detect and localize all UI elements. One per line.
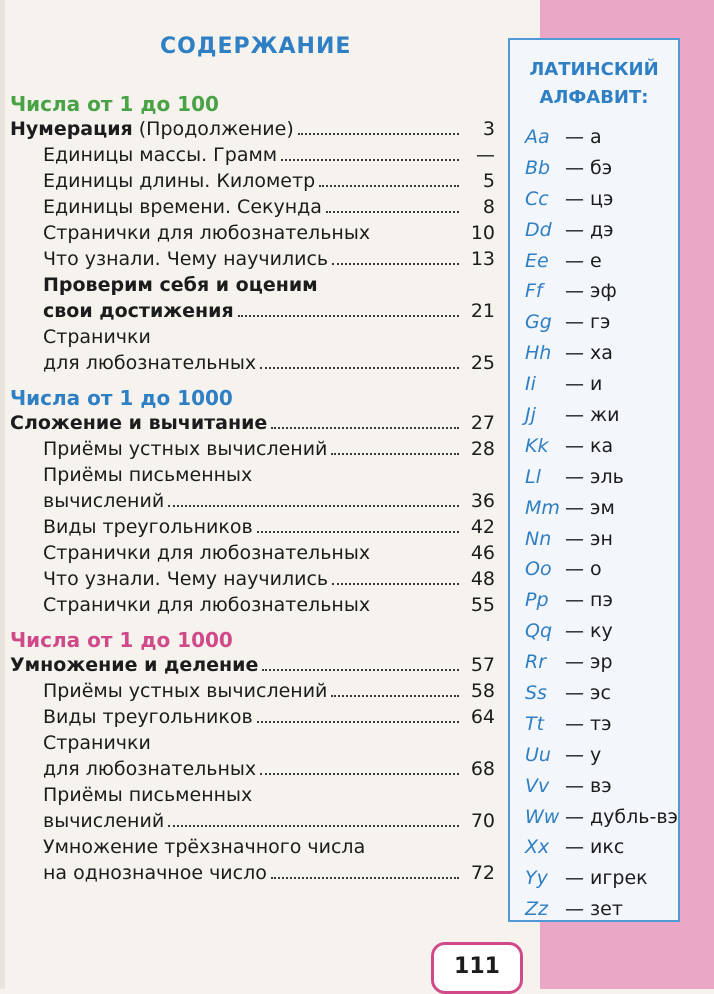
toc-entry-title: Что узнали. Чему научились xyxy=(43,248,329,270)
leader-dots xyxy=(319,184,459,187)
latin-letter: Qq xyxy=(525,620,553,643)
toc-page-number: 27 xyxy=(470,412,495,434)
toc-entry-title: Приёмы письменных xyxy=(43,784,253,806)
letter-name: эль xyxy=(590,465,624,488)
toc-page-number: 25 xyxy=(470,352,495,374)
latin-letter: Ii xyxy=(525,373,536,396)
letter-name: ка xyxy=(590,434,614,457)
dash: — xyxy=(565,218,584,241)
latin-letter: Nn xyxy=(525,527,552,550)
toc-entry-title: Единицы массы. Грамм xyxy=(43,144,278,166)
toc-entry[interactable] xyxy=(10,220,495,246)
letter-name: о xyxy=(590,558,602,581)
toc-entry-title: Нумерация xyxy=(10,118,133,140)
leader-dots xyxy=(168,824,459,827)
toc-entry-title: Странички xyxy=(43,732,151,754)
toc-page-number: 5 xyxy=(482,170,495,192)
toc-entry[interactable] xyxy=(10,142,495,168)
alphabet-letter-row xyxy=(525,184,678,215)
toc-page-number: 57 xyxy=(470,654,495,676)
dash: — xyxy=(565,558,584,581)
latin-letter: Ee xyxy=(525,249,549,272)
alphabet-letter-row xyxy=(525,678,678,709)
alphabet-letter-row xyxy=(525,276,678,307)
letter-name: эм xyxy=(590,496,615,519)
letter-name: вэ xyxy=(590,774,612,797)
latin-letter: Tt xyxy=(525,712,545,735)
dash: — xyxy=(565,774,584,797)
alphabet-title: ЛАТИНСКИЙ АЛФАВИТ: xyxy=(529,59,659,108)
toc-entry[interactable] xyxy=(10,782,495,808)
toc-entry[interactable] xyxy=(10,834,495,860)
leader-dots xyxy=(260,366,459,369)
toc-page-number: 10 xyxy=(470,222,495,244)
letter-name: бэ xyxy=(590,156,613,179)
toc-entry[interactable] xyxy=(10,566,495,592)
leader-dots xyxy=(262,668,459,671)
alphabet-letter-row xyxy=(525,616,678,647)
dash: — xyxy=(565,249,584,272)
leader-dots xyxy=(298,132,459,135)
toc-entry[interactable] xyxy=(10,514,495,540)
dash: — xyxy=(565,805,584,828)
latin-letter: Bb xyxy=(525,156,551,179)
dash: — xyxy=(565,434,584,457)
page-edge xyxy=(0,0,5,989)
latin-letter: Jj xyxy=(525,404,536,427)
toc-entry-title: Странички xyxy=(43,326,151,348)
latin-alphabet-box xyxy=(508,38,680,922)
toc-page-number: 48 xyxy=(470,568,495,590)
latin-letter: Ww xyxy=(525,805,560,828)
letter-name: гэ xyxy=(590,311,611,334)
dash: — xyxy=(565,187,584,210)
letter-name: а xyxy=(590,126,602,148)
toc-entry-title: Виды треугольников xyxy=(43,516,253,538)
toc-page-number: 46 xyxy=(470,542,495,564)
letter-name: игрек xyxy=(590,867,648,890)
toc-entry-title: Странички для любознательных xyxy=(43,222,371,244)
toc-entry[interactable] xyxy=(10,756,495,782)
toc-entry-title: Странички для любознательных xyxy=(43,542,371,564)
latin-letter: Xx xyxy=(525,836,550,859)
section-heading: Числа от 1 до 1000 xyxy=(10,628,233,652)
letter-name: пэ xyxy=(590,589,613,612)
alphabet-letter-row xyxy=(525,863,678,894)
leader-dots xyxy=(326,210,459,213)
toc-page-number: 13 xyxy=(470,248,495,270)
leader-dots xyxy=(238,314,459,317)
section-heading: Числа от 1 до 100 xyxy=(10,92,219,116)
toc-page-number: 28 xyxy=(470,438,495,460)
toc-entry-title: на однозначное число xyxy=(43,862,267,884)
toc-entry[interactable] xyxy=(10,116,495,142)
alphabet-list xyxy=(510,122,678,925)
toc-page-number: 72 xyxy=(470,862,495,884)
toc-page-number: 64 xyxy=(470,706,495,728)
dash: — xyxy=(565,743,584,766)
dash: — xyxy=(565,342,584,365)
latin-letter: Gg xyxy=(525,311,552,334)
toc-entry-title: для любознательных xyxy=(43,758,257,780)
toc-page-number: 68 xyxy=(470,758,495,780)
leader-dots xyxy=(331,694,459,697)
toc-page-number: 55 xyxy=(470,594,495,616)
alphabet-letter-row xyxy=(525,462,678,493)
letter-name: у xyxy=(590,743,602,766)
letter-name: и xyxy=(590,373,603,396)
toc-page-number: 3 xyxy=(482,118,495,140)
letter-name: тэ xyxy=(590,712,612,735)
toc-entry[interactable] xyxy=(10,194,495,220)
toc-entry[interactable] xyxy=(10,410,495,436)
dash: — xyxy=(565,527,584,550)
leader-dots xyxy=(271,426,459,429)
toc-entry-title: Что узнали. Чему научились xyxy=(43,568,329,590)
alphabet-letter-row xyxy=(525,431,678,462)
latin-letter: Kk xyxy=(525,434,549,457)
leader-dots xyxy=(332,582,459,585)
letter-name: ку xyxy=(590,620,613,643)
latin-letter: Dd xyxy=(525,218,552,241)
leader-dots xyxy=(257,720,459,723)
latin-letter: Uu xyxy=(525,743,551,766)
page-number-badge xyxy=(431,942,523,994)
toc-entry[interactable] xyxy=(10,298,495,324)
toc-entry-title: вычислений xyxy=(43,490,165,512)
dash: — xyxy=(565,898,584,921)
latin-letter: Aa xyxy=(525,126,550,148)
letter-name: ха xyxy=(590,342,613,365)
letter-name: дубль-вэ xyxy=(590,805,678,828)
letter-name: эс xyxy=(590,682,611,705)
toc-page-number: 21 xyxy=(470,300,495,322)
toc-entry-title: Приёмы устных вычислений xyxy=(43,438,328,460)
dash: — xyxy=(565,712,584,735)
toc-page-number: 58 xyxy=(470,680,495,702)
dash: — xyxy=(565,496,584,519)
toc-entry-title: свои достижения xyxy=(43,300,234,322)
leader-dots xyxy=(271,876,459,879)
alphabet-letter-row xyxy=(525,307,678,338)
toc-entry-title: Проверим себя и оценим xyxy=(43,274,318,296)
letter-name: жи xyxy=(590,404,620,427)
latin-letter: Ll xyxy=(525,465,541,488)
toc-page-number: 70 xyxy=(470,810,495,832)
leader-dots xyxy=(260,772,459,775)
alphabet-letter-row xyxy=(525,894,678,925)
toc-entry-title: Виды треугольников xyxy=(43,706,253,728)
latin-letter: Ss xyxy=(525,682,547,705)
alphabet-letter-row xyxy=(525,246,678,277)
alphabet-letter-row xyxy=(525,524,678,555)
dash: — xyxy=(565,373,584,396)
toc-entry-title: вычислений xyxy=(43,810,165,832)
latin-letter: Mm xyxy=(525,496,560,519)
dash: — xyxy=(565,867,584,890)
letter-name: дэ xyxy=(590,218,614,241)
toc-page-number: 42 xyxy=(470,516,495,538)
latin-letter: Rr xyxy=(525,651,547,674)
letter-name: цэ xyxy=(590,187,614,210)
page-number: 111 xyxy=(454,954,500,979)
toc-entry-note: (Продолжение) xyxy=(132,118,294,140)
toc-entry[interactable] xyxy=(10,678,495,704)
alphabet-letter-row xyxy=(525,740,678,771)
dash: — xyxy=(565,465,584,488)
letter-name: эн xyxy=(590,527,613,550)
toc-entry[interactable] xyxy=(10,730,495,756)
alphabet-letter-row xyxy=(525,802,678,833)
toc-entry-title: Странички для любознательных xyxy=(43,594,371,616)
page-title: СОДЕРЖАНИЕ xyxy=(160,34,352,59)
toc-entry[interactable] xyxy=(10,272,495,298)
alphabet-letter-row xyxy=(525,832,678,863)
toc-entry-title: Приёмы устных вычислений xyxy=(43,680,328,702)
latin-letter: Hh xyxy=(525,342,552,365)
alphabet-letter-row xyxy=(525,215,678,246)
toc-entry[interactable] xyxy=(10,246,495,272)
letter-name: е xyxy=(590,249,602,272)
latin-letter: Yy xyxy=(525,867,548,890)
toc-entry-title: Сложение и вычитание xyxy=(10,412,268,434)
toc-entry-title: Умножение трёхзначного числа xyxy=(43,836,366,858)
alphabet-letter-row xyxy=(525,493,678,524)
latin-letter: Zz xyxy=(525,898,548,921)
alphabet-letter-row xyxy=(525,554,678,585)
toc-page-number: — xyxy=(476,144,495,166)
alphabet-letter-row xyxy=(525,771,678,802)
toc-entry-title: Приёмы письменных xyxy=(43,464,253,486)
dash: — xyxy=(565,404,584,427)
leader-dots xyxy=(257,530,459,533)
toc-entry-title: Умножение и деление xyxy=(10,654,259,676)
latin-letter: Cc xyxy=(525,187,549,210)
toc-entry-title: Единицы длины. Километр xyxy=(43,170,316,192)
toc-entry[interactable] xyxy=(10,808,495,834)
dash: — xyxy=(565,836,584,859)
section-heading: Числа от 1 до 1000 xyxy=(10,386,233,410)
toc-entry[interactable] xyxy=(10,436,495,462)
alphabet-letter-row xyxy=(525,153,678,184)
toc-page-number: 36 xyxy=(470,490,495,512)
dash: — xyxy=(565,682,584,705)
dash: — xyxy=(565,589,584,612)
dash: — xyxy=(565,620,584,643)
leader-dots xyxy=(331,452,459,455)
alphabet-letter-row xyxy=(525,338,678,369)
dash: — xyxy=(565,156,584,179)
alphabet-letter-row xyxy=(525,709,678,740)
alphabet-letter-row xyxy=(525,647,678,678)
toc-entry-title: для любознательных xyxy=(43,352,257,374)
toc-entry[interactable] xyxy=(10,704,495,730)
letter-name: эр xyxy=(590,651,613,674)
alphabet-letter-row xyxy=(525,122,678,153)
leader-dots xyxy=(332,262,459,265)
dash: — xyxy=(565,280,584,303)
toc-entry[interactable] xyxy=(10,652,495,678)
latin-letter: Oo xyxy=(525,558,552,581)
toc-entry[interactable] xyxy=(10,324,495,350)
leader-dots xyxy=(168,504,459,507)
toc-entry[interactable] xyxy=(10,168,495,194)
toc-entry[interactable] xyxy=(10,462,495,488)
toc-entry-title: Единицы времени. Секунда xyxy=(43,196,322,218)
latin-letter: Pp xyxy=(525,589,549,612)
toc-entry[interactable] xyxy=(10,860,495,886)
toc-entry[interactable] xyxy=(10,540,495,566)
latin-letter: Ff xyxy=(525,280,543,303)
dash: — xyxy=(565,126,584,148)
toc-entry[interactable] xyxy=(10,592,495,618)
letter-name: зет xyxy=(590,898,623,921)
alphabet-letter-row xyxy=(525,369,678,400)
toc-entry[interactable] xyxy=(10,350,495,376)
letter-name: икс xyxy=(590,836,625,859)
letter-name: эф xyxy=(590,280,617,303)
latin-letter: Vv xyxy=(525,774,550,797)
alphabet-letter-row xyxy=(525,585,678,616)
alphabet-letter-row xyxy=(525,400,678,431)
dash: — xyxy=(565,651,584,674)
leader-dots xyxy=(281,158,459,161)
toc-entry[interactable] xyxy=(10,488,495,514)
dash: — xyxy=(565,311,584,334)
toc-page-number: 8 xyxy=(482,196,495,218)
table-of-contents xyxy=(10,88,495,886)
